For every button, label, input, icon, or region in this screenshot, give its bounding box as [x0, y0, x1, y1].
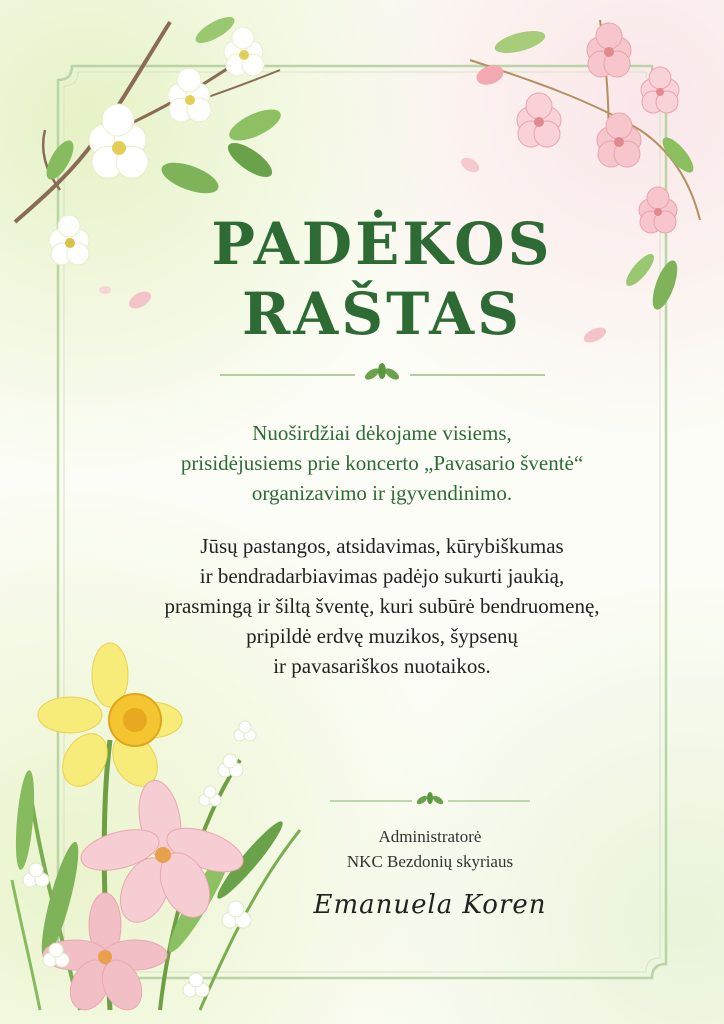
signatory-organization: NKC Bezdonių skyriaus [346, 852, 514, 871]
signature-divider-leaf-ornament [330, 790, 530, 810]
paragraph-2-line-2: ir bendradarbiavimas padėjo sukurti jaukią, [199, 564, 565, 588]
paragraph-2-line-1: Jūsų pastangos, atsidavimas, kūrybiškumas [200, 534, 564, 558]
paragraph-1-line-3: organizavimo ir įgyvendinimo. [251, 481, 513, 505]
paragraph-1-line-2: prisidėjusiems prie koncerto „Pavasario šventė“ [180, 451, 584, 475]
paragraph-2-line-3: prasmingą ir šiltą šventę, kuri subūrė bendruomenę, [164, 594, 600, 618]
paragraph-2-line-5: ir pavasariškos nuotaikos. [273, 654, 491, 678]
handwritten-signature: Emanuela Koren [313, 890, 547, 920]
certificate-title-line-2: RAŠTAS [242, 280, 522, 348]
paragraph-2-line-4: pripildė erdvę muzikos, šypsenų [246, 624, 518, 648]
title-divider-leaf-ornament [220, 362, 545, 386]
certificate-title-line-1: PADĖKOS [211, 210, 553, 278]
signatory-role: Administratorė [378, 827, 482, 846]
paragraph-1-line-1: Nuoširdžiai dėkojame visiems, [252, 421, 512, 445]
